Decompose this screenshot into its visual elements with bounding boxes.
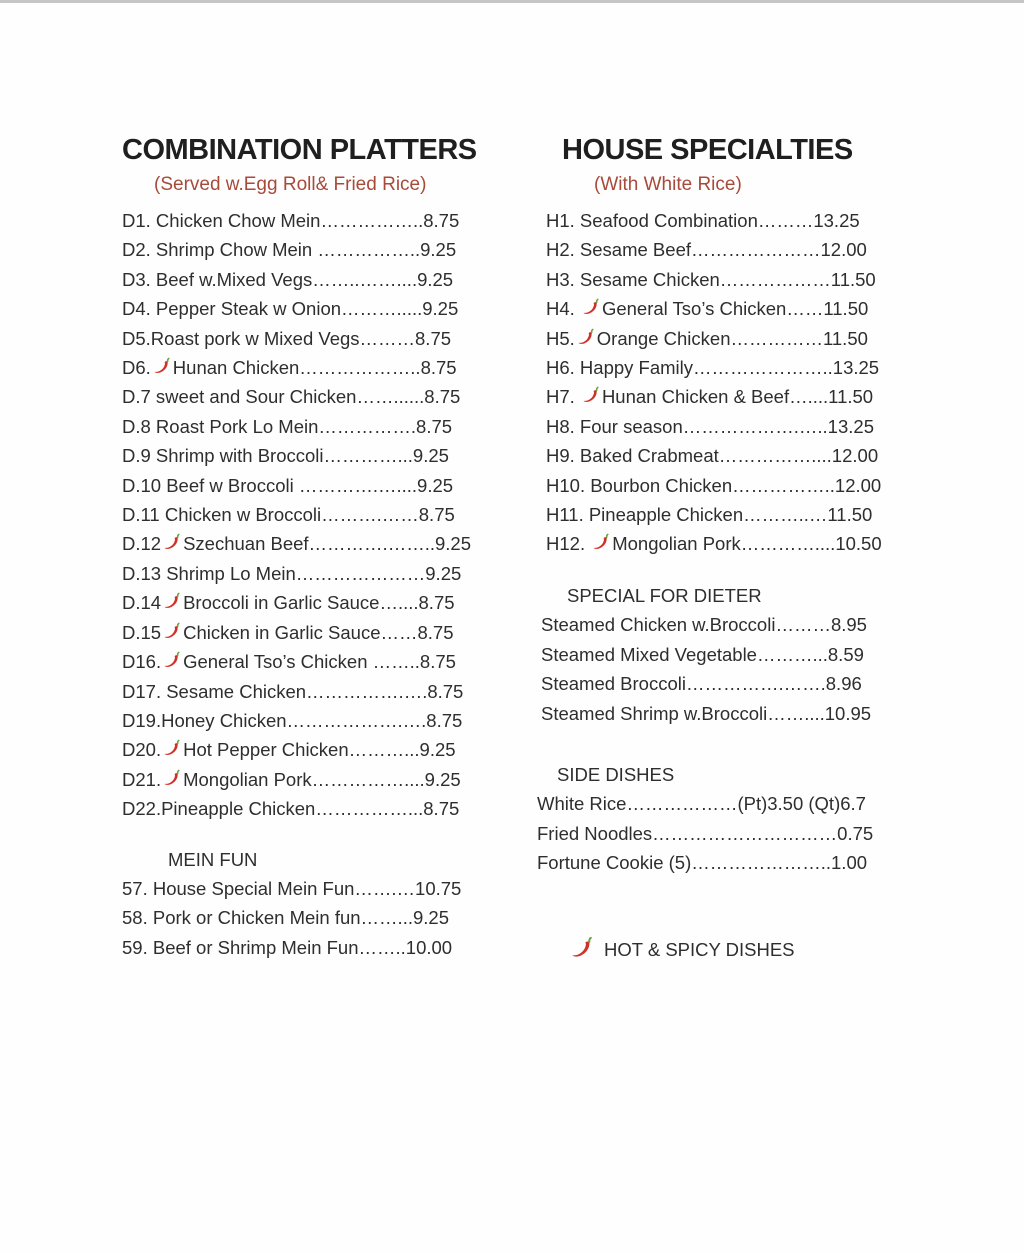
menu-item-text: Orange Chicken……………11.50 xyxy=(596,327,868,349)
menu-item-text: D16. xyxy=(122,651,162,673)
menu-item xyxy=(122,794,527,823)
menu-item-text: D1. Chicken Chow Mein……………..8.75 xyxy=(122,210,460,231)
menu-item xyxy=(537,265,957,294)
menu-item-text: Mongolian Pork……………....9.25 xyxy=(183,768,461,790)
menu-item-text: Mongolian Pork…………....10.50 xyxy=(612,533,882,555)
menu-item-text: H8. Four season……………….…..13.25 xyxy=(546,415,874,437)
mein-fun-list xyxy=(122,874,527,962)
menu-item xyxy=(537,529,957,558)
menu-item-text: D.7 sweet and Sour Chicken……......8.75 xyxy=(122,386,461,408)
menu-item-text: Fortune Cookie (5)…………………..1.00 xyxy=(537,852,868,874)
menu-item-text: H7. xyxy=(546,386,580,408)
menu-item xyxy=(122,206,527,235)
menu-item-text: Steamed Broccoli…………….…….8.96 xyxy=(541,673,862,695)
menu-item-text: D.9 Shrimp with Broccoli…………...9.25 xyxy=(122,445,449,467)
menu-item-text: H4. xyxy=(546,298,580,320)
menu-item xyxy=(122,677,527,706)
menu-item xyxy=(122,382,527,411)
menu-item-text: H6. Happy Family…………………..13.25 xyxy=(546,357,880,379)
menu-item xyxy=(537,324,957,353)
menu-item-text: Steamed Shrimp w.Broccoli……....10.95 xyxy=(541,702,872,724)
menu-item-text: D6. xyxy=(122,357,151,379)
menu-item-text: H3. Sesame Chicken………………11.50 xyxy=(546,268,876,290)
menu-item xyxy=(537,206,957,235)
menu-item-text: D3. Beef w.Mixed Vegs……..……....9.25 xyxy=(122,268,454,290)
chili-pepper-icon xyxy=(162,739,182,759)
menu-item xyxy=(537,294,957,323)
menu-item xyxy=(122,933,527,962)
menu-item-text: D.11 Chicken w Broccoli……….……8.75 xyxy=(122,504,455,526)
menu-item xyxy=(537,848,957,877)
menu-item xyxy=(122,471,527,500)
menu-item xyxy=(122,706,527,735)
menu-item xyxy=(122,588,527,617)
menu-item-text: Hunan Chicken & Beef…....11.50 xyxy=(601,386,874,408)
section-title-mein-fun: MEIN FUN xyxy=(168,848,258,870)
menu-item-text: D20. xyxy=(122,739,162,761)
house-specialties-list xyxy=(537,206,957,559)
menu-item xyxy=(537,610,957,639)
menu-item-text: Steamed Chicken w.Broccoli………8.95 xyxy=(541,614,867,636)
menu-item-text: D.14 xyxy=(122,592,162,614)
menu-item-text: D.15 xyxy=(122,621,162,643)
menu-item xyxy=(122,618,527,647)
menu-item-text: H9. Baked Crabmeat……………....12.00 xyxy=(546,445,879,467)
menu-item xyxy=(122,324,527,353)
menu-item xyxy=(537,640,957,669)
menu-item-text: Hunan Chicken………………..8.75 xyxy=(172,357,457,379)
menu-item xyxy=(537,382,957,411)
chili-pepper-icon xyxy=(581,298,601,318)
menu-item xyxy=(537,353,957,382)
menu-item xyxy=(122,412,527,441)
menu-item-text: H2. Sesame Beef…………………12.00 xyxy=(546,239,867,261)
menu-item xyxy=(122,874,527,903)
menu-item xyxy=(122,294,527,323)
section-title-house-specialties: HOUSE SPECIALTIES xyxy=(562,134,853,166)
menu-item-text: D.13 Shrimp Lo Mein…………………9.25 xyxy=(122,562,462,584)
chili-pepper-icon xyxy=(581,386,601,406)
menu-item xyxy=(122,765,527,794)
menu-item-text: White Rice………………(Pt)3.50 (Qt)6.7 xyxy=(537,793,866,815)
left-column xyxy=(122,132,527,962)
menu-item xyxy=(537,819,957,848)
menu-item xyxy=(537,699,957,728)
menu-item-text: D.12 xyxy=(122,533,162,555)
section-subtitle-house-specialties: (With White Rice) xyxy=(594,174,742,195)
menu-item xyxy=(537,500,957,529)
menu-item-text: H12. xyxy=(546,533,591,555)
menu-item xyxy=(537,669,957,698)
hot-spicy-legend-label: HOT & SPICY DISHES xyxy=(598,938,795,960)
menu-item xyxy=(537,441,957,470)
chili-pepper-icon xyxy=(576,328,596,348)
chili-pepper-icon xyxy=(162,651,182,671)
menu-item xyxy=(122,265,527,294)
menu-item xyxy=(122,441,527,470)
menu-item xyxy=(537,789,957,818)
menu-item-text: Hot Pepper Chicken………...9.25 xyxy=(183,739,456,761)
chili-pepper-icon xyxy=(162,769,182,789)
menu-item-text: D17. Sesame Chicken…………….….8.75 xyxy=(122,680,464,702)
menu-item xyxy=(537,235,957,264)
menu-item-text: D21. xyxy=(122,768,162,790)
menu-item xyxy=(122,647,527,676)
menu-item xyxy=(122,903,527,932)
menu-item-text: Szechuan Beef………….……..9.25 xyxy=(183,533,471,555)
menu-item-text: Steamed Mixed Vegetable………...8.59 xyxy=(541,643,864,665)
menu-item-text: H10. Bourbon Chicken……………..12.00 xyxy=(546,474,882,496)
menu-item-text: H5. xyxy=(546,327,575,349)
section-title-side-dishes: SIDE DISHES xyxy=(557,763,675,785)
chili-pepper-icon xyxy=(162,533,182,553)
section-title-combination-platters: COMBINATION PLATTERS xyxy=(122,134,477,166)
special-for-dieter-list xyxy=(537,610,957,728)
menu-item-text: H11. Pineapple Chicken………..…11.50 xyxy=(546,504,873,526)
menu-item-text: D22.Pineapple Chicken……………...8.75 xyxy=(122,798,460,820)
chili-pepper-icon xyxy=(152,357,172,377)
section-title-special-for-dieter: SPECIAL FOR DIETER xyxy=(567,584,762,606)
chili-pepper-icon xyxy=(162,622,182,642)
chili-pepper-icon xyxy=(162,592,182,612)
menu-item xyxy=(122,529,527,558)
menu-item-text: Chicken in Garlic Sauce……8.75 xyxy=(183,621,454,643)
menu-item-text: H1. Seafood Combination………13.25 xyxy=(546,210,860,231)
menu-item xyxy=(122,559,527,588)
menu-item-text: D.10 Beef w Broccoli ………….…....9.25 xyxy=(122,474,454,496)
section-subtitle-combination-platters: (Served w.Egg Roll& Fried Rice) xyxy=(154,174,427,195)
menu-item xyxy=(122,235,527,264)
menu-item-text: Fried Noodles…………………………0.75 xyxy=(537,822,874,844)
menu-item xyxy=(537,471,957,500)
menu-item-text: D5.Roast pork w Mixed Vegs………8.75 xyxy=(122,327,452,349)
menu-item-text: Broccoli in Garlic Sauce…....8.75 xyxy=(183,592,455,614)
menu-item xyxy=(122,500,527,529)
menu-item-text: D4. Pepper Steak w Onion……….....9.25 xyxy=(122,298,459,320)
menu-item-text: 57. House Special Mein Fun…….…10.75 xyxy=(122,877,462,899)
menu-item-text: 58. Pork or Chicken Mein fun……...9.25 xyxy=(122,907,449,929)
combination-platters-list xyxy=(122,206,527,824)
side-dishes-list xyxy=(537,789,957,877)
right-column xyxy=(537,132,957,995)
menu-item-text: 59. Beef or Shrimp Mein Fun……..10.00 xyxy=(122,936,453,958)
chili-pepper-icon xyxy=(569,936,595,962)
menu-item-text: General Tso’s Chicken……11.50 xyxy=(601,298,869,320)
menu-item-text: D.8 Roast Pork Lo Mein…………….8.75 xyxy=(122,415,453,437)
menu-item xyxy=(122,353,527,382)
menu-item xyxy=(537,412,957,441)
menu-item-text: D2. Shrimp Chow Mein ……………..9.25 xyxy=(122,239,457,261)
menu-item-text: General Tso’s Chicken ……..8.75 xyxy=(183,651,456,673)
menu-item-text: D19.Honey Chicken……………….….8.75 xyxy=(122,709,463,731)
chili-pepper-icon xyxy=(591,533,611,553)
menu-item xyxy=(122,735,527,764)
hot-spicy-legend xyxy=(537,905,957,995)
